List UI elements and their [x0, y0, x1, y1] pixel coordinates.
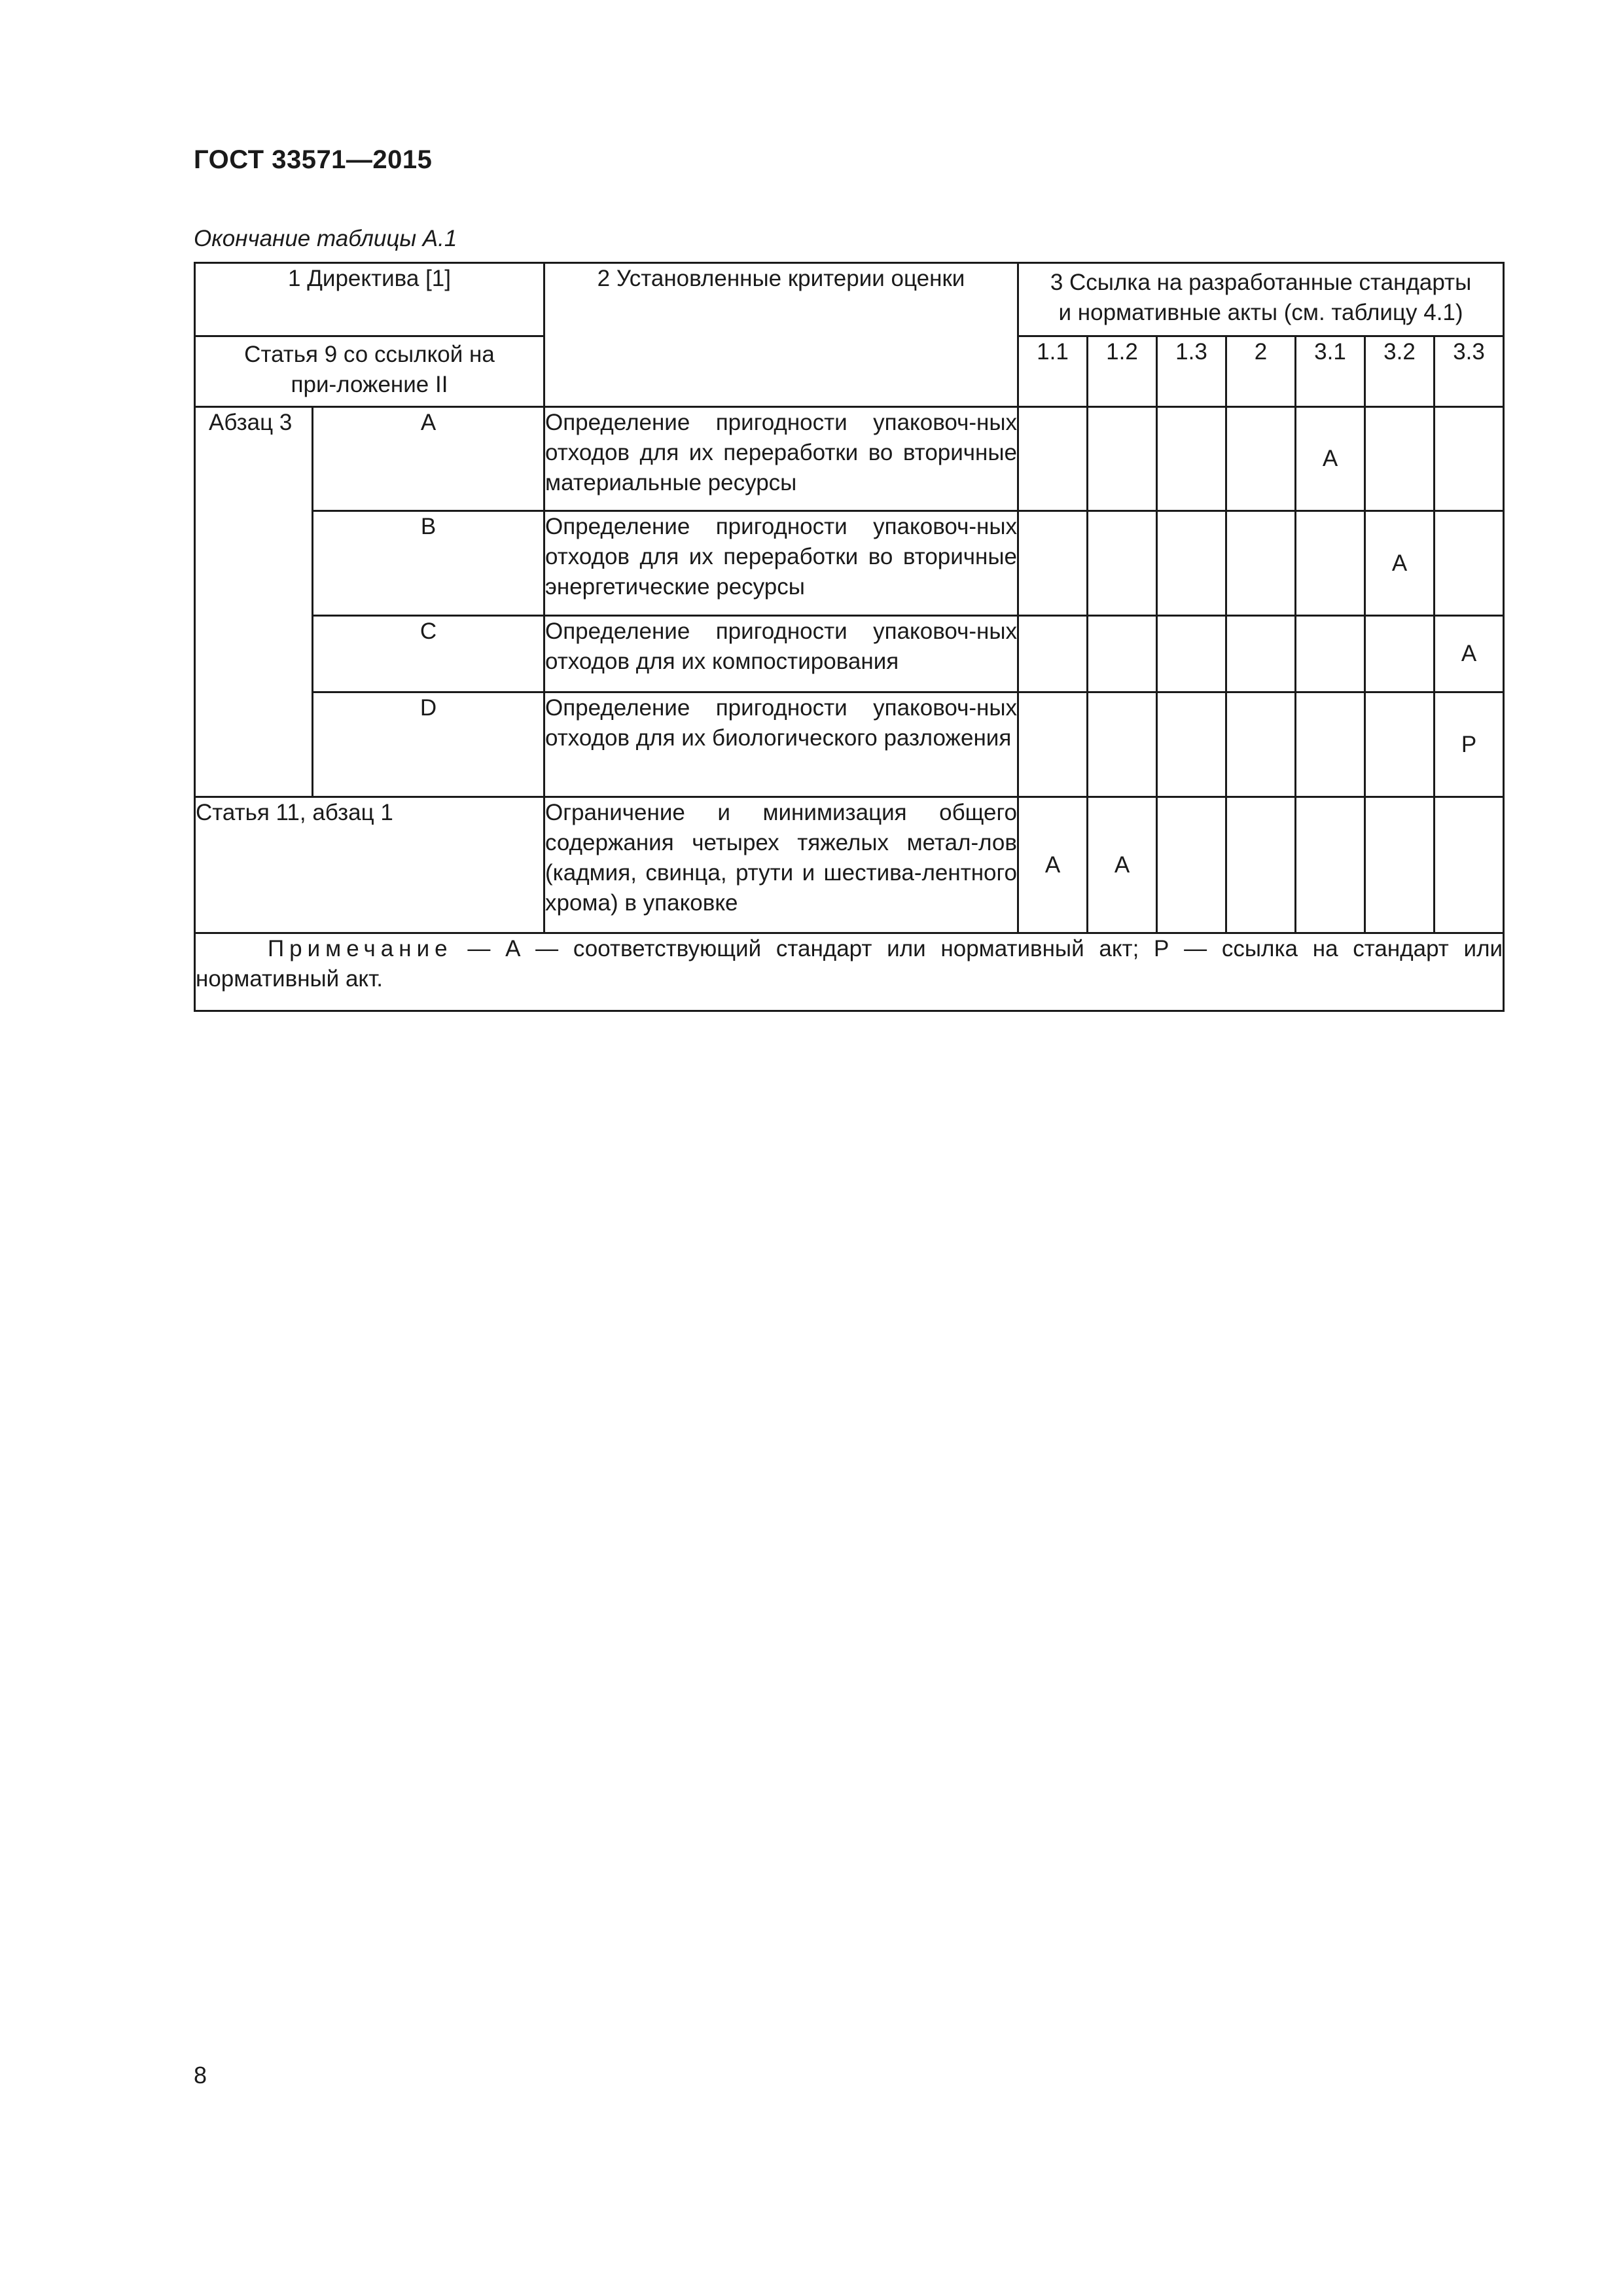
- mark-cell: [1226, 692, 1296, 797]
- mark-cell: [1226, 616, 1296, 692]
- mark-cell: [1018, 692, 1088, 797]
- mark-cell: [1088, 616, 1157, 692]
- header-article9: Статья 9 со ссылкой на при-ложение II: [195, 336, 544, 407]
- mark-cell: [1296, 511, 1365, 616]
- mark-cell: [1157, 797, 1226, 933]
- mark-cell: [1435, 511, 1504, 616]
- table-note: [195, 933, 1504, 1011]
- table-row: [195, 407, 1504, 511]
- mark-cell: А: [1088, 797, 1157, 933]
- mark-cell: [1226, 797, 1296, 933]
- ref-col-header: 3.3: [1435, 336, 1504, 407]
- mark-cell: [1296, 692, 1365, 797]
- criterion-text: Определение пригодности упаковоч-ных отходов для их переработки во вторичные энергетические ресурсы: [544, 511, 1018, 616]
- mark-cell: [1226, 407, 1296, 511]
- standard-code: ГОСТ 33571—2015: [194, 145, 433, 174]
- criterion-text: Определение пригодности упаковоч-ных отходов для их переработки во вторичные материальные ресурсы: [544, 407, 1018, 511]
- mark-cell: [1018, 407, 1088, 511]
- criterion-text: Определение пригодности упаковоч-ных отходов для их компостирования: [544, 616, 1018, 692]
- criterion-text: Ограничение и минимизация общего содержания четырех тяжелых метал-лов (кадмия, свинца, ртути и шестива-лентного хрома) в упаковке: [544, 797, 1018, 933]
- header-references: 3 Ссылка на разработанные стандарты и нормативные акты (см. таблицу 4.1): [1018, 263, 1504, 336]
- mark-cell: [1157, 692, 1226, 797]
- mark-cell: [1088, 407, 1157, 511]
- note-text: — А — соответствующий стандарт или нормативный акт; Р — ссылка на стандарт или нормативный акт.: [196, 936, 1503, 992]
- header-row-1: [195, 263, 1504, 336]
- mark-cell: [1365, 692, 1435, 797]
- mark-cell: [1018, 616, 1088, 692]
- criterion-text: Определение пригодности упаковоч-ных отходов для их биологического разложения: [544, 692, 1018, 797]
- mark-cell: [1088, 692, 1157, 797]
- mark-cell: [1296, 616, 1365, 692]
- mark-cell: [1088, 511, 1157, 616]
- table-row: [195, 797, 1504, 933]
- table-caption: Окончание таблицы А.1: [194, 226, 457, 251]
- ref-col-header: 2: [1226, 336, 1296, 407]
- page-number: 8: [194, 2062, 207, 2089]
- table-row: [195, 511, 1504, 616]
- sub-label: C: [313, 616, 544, 692]
- mark-cell: А: [1365, 511, 1435, 616]
- mark-cell: [1018, 511, 1088, 616]
- mark-cell: [1157, 407, 1226, 511]
- mark-cell: [1365, 616, 1435, 692]
- mark-cell: А: [1018, 797, 1088, 933]
- ref-col-header: 3.2: [1365, 336, 1435, 407]
- sub-label: D: [313, 692, 544, 797]
- mark-cell: [1365, 797, 1435, 933]
- table-row: [195, 692, 1504, 797]
- group-label: Абзац 3: [195, 407, 313, 797]
- note-row: [195, 933, 1504, 1011]
- mark-cell: [1435, 797, 1504, 933]
- criteria-table: [194, 262, 1505, 1012]
- mark-cell: А: [1435, 616, 1504, 692]
- note-label: Примечание: [268, 936, 453, 961]
- table-row: [195, 616, 1504, 692]
- ref-col-header: 3.1: [1296, 336, 1365, 407]
- mark-cell: [1435, 407, 1504, 511]
- ref-col-header: 1.3: [1157, 336, 1226, 407]
- header-criteria: 2 Установленные критерии оценки: [544, 263, 1018, 407]
- mark-cell: [1157, 511, 1226, 616]
- sub-label: A: [313, 407, 544, 511]
- mark-cell: А: [1296, 407, 1365, 511]
- ref-col-header: 1.1: [1018, 336, 1088, 407]
- ref-col-header: 1.2: [1088, 336, 1157, 407]
- mark-cell: [1365, 407, 1435, 511]
- article11-label: Статья 11, абзац 1: [195, 797, 544, 933]
- sub-label: B: [313, 511, 544, 616]
- mark-cell: [1296, 797, 1365, 933]
- mark-cell: [1157, 616, 1226, 692]
- header-directive: 1 Директива [1]: [195, 263, 544, 336]
- mark-cell: Р: [1435, 692, 1504, 797]
- mark-cell: [1226, 511, 1296, 616]
